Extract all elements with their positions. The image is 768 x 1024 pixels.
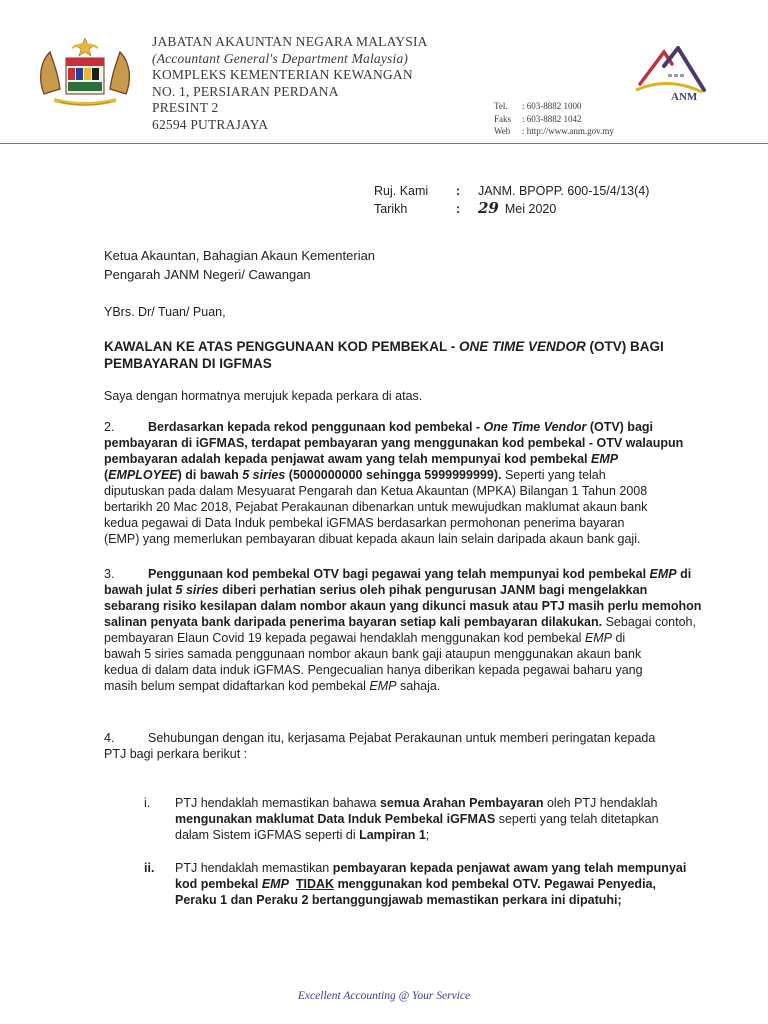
text-span: seperti yang telah ditetapkan [495,812,659,826]
text-span: Lampiran 1 [359,828,426,842]
text-span: TIDAK [295,877,335,891]
text-span: pembayaran Elaun Covid 19 kepada pegawai hendaklah menggunakan kod pembekal [104,631,585,645]
item1-line [175,827,429,843]
para3-line [104,678,440,694]
subject-line: PEMBAYARAN DI IGFMAS [104,356,272,371]
text-span: (5000000000 sehingga 5999999999). [285,468,502,482]
text-span: masih belum sempat didaftarkan kod pembekal [104,679,370,693]
text-span: oleh PTJ hendaklah [543,796,658,810]
recipient-line: Pengarah JANM Negeri/ Cawangan [104,267,311,282]
text-span: (OTV) bagi [586,420,654,434]
text-span: PTJ hendaklah memastikan bahawa [175,796,380,810]
text-span: pembayaran kepada penjawat awam yang telah mempunyai [332,861,687,875]
header-divider [0,143,768,144]
item2-line [175,876,656,892]
contact-block [494,100,614,138]
text-span: 5 siries [175,583,219,597]
tarikh-colon: : [456,202,461,216]
para3-line [148,566,691,582]
text-span: 5 siries [242,468,286,482]
text-span: semua Arahan Pembayaran [379,796,544,810]
reference-block [374,183,649,218]
para3-line [104,630,625,646]
web-label: Web [494,126,511,136]
ruj-colon: : [456,184,461,198]
subject-line [104,338,664,355]
text-span: EMP [261,877,289,891]
para4-line: Sehubungan dengan itu, kerjasama Pejabat Perakaunan untuk memberi peringatan kepada [148,731,656,745]
footer-motto: Excellent Accounting @ Your Service [297,990,471,1002]
text-span: diberi perhatian serius oleh pihak pengurusan JANM bagi mengelakkan [218,583,648,597]
subject-otv: ONE TIME VENDOR [459,339,586,354]
salutation: YBrs. Dr/ Tuan/ Puan, [104,305,226,319]
item1-line [175,795,657,811]
text-span: Penggunaan kod pembekal OTV bagi pegawai yang telah mempunyai kod pembekal [148,567,650,581]
para2-line [104,451,618,467]
ruj-label: Ruj. Kami [374,184,429,198]
fax-label: Faks [494,113,512,124]
item2-line: Peraku 1 dan Peraku 2 bertanggungjawab memastikan perkara ini dipatuhi; [175,893,622,907]
coat-of-arms-icon [34,34,136,110]
para3-line: kedua di dalam data induk iGFMAS. Pengecualian hanya diberikan kepada pegawai baharu yang [104,663,643,677]
para2-line [104,467,606,483]
recipient-line: Ketua Akauntan, Bahagian Akaun Kementerian [104,248,376,263]
text-span: Berdasarkan kepada rekod penggunaan kod pembekal - [148,420,484,434]
text-span: menggunakan kod pembekal OTV. Pegawai Penyedia, [334,877,656,891]
subject-part: (OTV) BAGI [585,339,664,354]
tarikh-label: Tarikh [374,202,408,216]
anm-logo-label: ANM [671,91,698,103]
text-span: pembayaran adalah kepada penjawat awam yang telah mempunyai kod pembekal [104,452,591,466]
text-span: EMP [584,631,612,645]
para4-number: 4. [104,731,115,745]
text-span: salinan penyata bank daripada penerima bayaran setiap kali pembayaran dilakukan. [104,615,603,629]
address-line: PRESINT 2 [152,100,219,115]
text-span: ; [425,828,430,842]
text-span: ( [104,468,109,482]
para3-line: sebarang risiko kesilapan dalam nombor akaun yang dikunci masuk atau PTJ masih perlu memohon [104,599,702,613]
para2-line: diputuskan pada dalam Mesyuarat Pengarah dan Ketua Akauntan (MPKA) Bilangan 1 Tahun 2008 [104,484,648,498]
text-span: di [676,567,692,581]
web-value: : http://www.anm.gov.my [522,126,614,136]
para2-number: 2. [104,420,115,434]
para3-line [104,582,647,598]
item2-line [175,860,686,876]
tel-value: : 603-8882 1000 [522,101,582,111]
address-line: KOMPLEKS KEMENTERIAN KEWANGAN [152,67,413,82]
text-span: di [612,631,626,645]
subject-part: KAWALAN KE ATAS PENGGUNAAN KOD PEMBEKAL - [104,339,460,354]
address-line: NO. 1, PERSIARAN PERDANA [152,83,339,99]
para2-line: kedua pegawai di Data Induk pembekal iGFMAS berdasarkan permohonan penerima bayaran [104,516,625,530]
para4-line: PTJ bagi perkara berikut : [104,747,248,761]
text-span: dalam Sistem iGFMAS seperti di [175,828,360,842]
para2-line: bertarikh 20 Mac 2018, Pejabat Perakaunan dibenarkan untuk mewujudkan maklumat akaun bank [104,500,648,514]
text-span: PTJ hendaklah memastikan [175,861,333,875]
tarikh-value: Mei 2020 [504,202,557,216]
text-span: Sebagai contoh, [602,615,696,629]
text-span: EMP [649,567,677,581]
para3-number: 3. [104,567,115,581]
text-span: EMP [369,679,397,693]
para2-line: pembayaran di iGFMAS, terdapat pembayaran yang menggunakan kod pembekal - OTV walaupun [104,436,684,450]
fax-value: : 603-8882 1042 [522,113,582,124]
tarikh-day: 29 [478,199,499,217]
text-span: sahaja. [396,679,441,693]
tel-label: Tel. [494,101,508,111]
text-span: EMP [590,452,619,466]
org-name-en: (Accountant General's Department Malaysia) [152,50,409,66]
item-number: ii. [144,861,155,875]
text-span: Seperti yang telah [501,468,606,482]
ruj-value: JANM. BPOPP. 600-15/4/13(4) [478,184,650,198]
para3-line [104,614,696,630]
text-span: One Time Vendor [483,420,587,434]
text-span: mengunakan maklumat Data Induk Pembekal iGFMAS [175,812,496,826]
para3-line: bawah 5 siries samada penggunaan nombor akaun bank gaji ataupun menggunakan akaun bank [104,647,642,661]
intro-paragraph: Saya dengan hormatnya merujuk kepada perkara di atas. [104,389,423,403]
org-name: JABATAN AKAUNTAN NEGARA MALAYSIA [152,34,428,49]
para2-line: (EMP) yang memerlukan pembayaran dibuat kepada akaun lain selain daripada akaun bank gaji. [104,532,641,546]
text-span: bawah julat [104,583,176,597]
address-line: 62594 PUTRAJAYA [152,116,269,132]
para2-line [148,419,653,435]
text-span: EMPLOYEE [108,468,178,482]
item1-line [175,811,659,827]
text-span: ) di bawah [177,468,243,482]
text-span: kod pembekal [175,877,262,891]
item-number: i. [144,796,151,810]
letterhead-address [152,34,428,133]
